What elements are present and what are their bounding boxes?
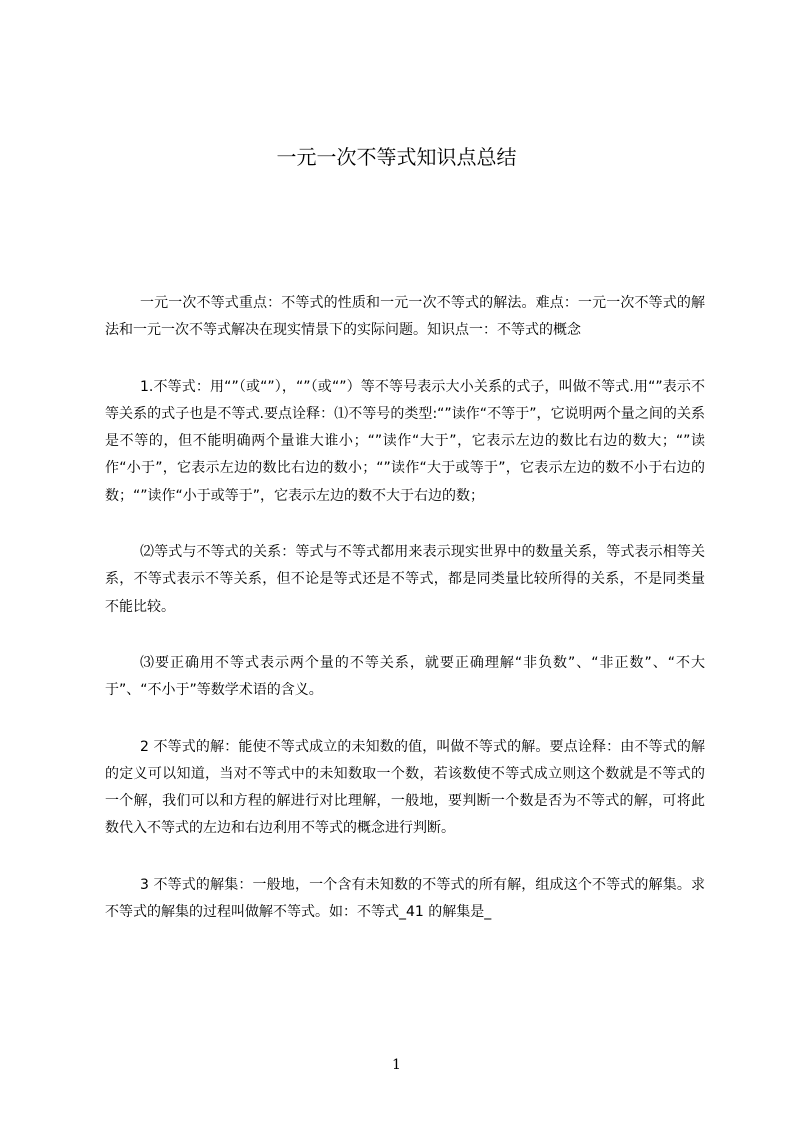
document-title: 一元一次不等式知识点总结 [276, 145, 517, 169]
page-number: 1 [392, 1057, 401, 1073]
paragraph-intro: 一元一次不等式重点：不等式的性质和一元一次不等式的解法。难点：一元一次不等式的解法和一元一次不等式解决在现实情景下的实际问题。知识点一：不等式的概念 [105, 295, 705, 339]
document-body [105, 290, 705, 955]
paragraph-inequality-definition: 1.不等式：用“”（或“”），“”（或“”）等不等号表示大小关系的式子，叫做不等式.用“”表示不等关系的式子也是不等式.要点诠释：⑴不等号的类型:“”读作“不等于”，它说明两个量之间的关系是不等的，但不能明确两个量谁大谁小；“”读作“大于”，它表示左边的数比右边的数大；“”读作“小于”，它表示左边的数比右边的数小；“”读作“大于或等于”，它表示左边的数不小于右边的数；“”读作“小于或等于”，它表示左边的数不大于右边的数； [105, 378, 705, 504]
paragraph-inequality-solution: 2 不等式的解：能使不等式成立的未知数的值，叫做不等式的解。要点诠释：由不等式的解的定义可以知道，当对不等式中的未知数取一个数，若该数使不等式成立则这个数就是不等式的一个解，我们可以和方程的解进行对比理解，一般地，要判断一个数是否为不等式的解，可将此数代入不等式的左边和右边利用不等式的概念进行判断。 [105, 738, 705, 837]
paragraph-solution-set: 3 不等式的解集：一般地，一个含有未知数的不等式的所有解，组成这个不等式的解集。求不等式的解集的过程叫做解不等式。如：不等式_41 的解集是_ [105, 876, 705, 921]
paragraph-terminology: ⑶要正确用不等式表示两个量的不等关系，就要正确理解“非负数”、“非正数”、“不大于”、“不小于”等数学术语的含义。 [105, 654, 705, 699]
paragraph-equation-inequality-relation: ⑵等式与不等式的关系：等式与不等式都用来表示现实世界中的数量关系，等式表示相等关系，不等式表示不等关系，但不论是等式还是不等式，都是同类量比较所得的关系，不是同类量不能比较。 [105, 544, 705, 615]
